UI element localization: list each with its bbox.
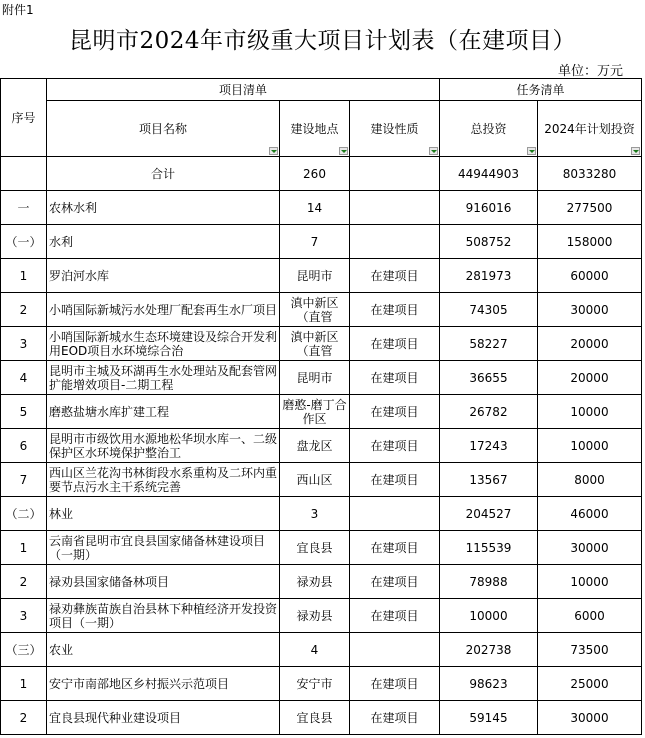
- unit-label: 单位：万元: [557, 64, 623, 79]
- row-project-name: 西山区兰花沟书林街段水系重构及二环内重要节点污水主干系统完善: [47, 463, 280, 497]
- total-nature-cell: [350, 157, 440, 191]
- row-seq: 7: [1, 463, 47, 497]
- row-project-name: 罗泊河水库: [47, 259, 280, 293]
- table-row: [1, 667, 642, 701]
- row-seq: 4: [1, 361, 47, 395]
- row-nature: 在建项目: [350, 293, 440, 327]
- table-row: [1, 259, 642, 293]
- row-nature: 在建项目: [350, 361, 440, 395]
- table-row: [1, 701, 642, 735]
- row-seq: 1: [1, 259, 47, 293]
- table-row: [1, 531, 642, 565]
- category-row: [1, 497, 642, 531]
- header-nature: 建设性质: [370, 121, 419, 136]
- row-location: 7: [280, 225, 350, 259]
- row-plan-investment: 46000: [538, 497, 642, 531]
- row-plan-investment: 73500: [538, 633, 642, 667]
- row-location: 4: [280, 633, 350, 667]
- row-seq: （三）: [1, 633, 47, 667]
- row-plan-investment: 30000: [538, 531, 642, 565]
- header-nature-cell: [350, 101, 440, 157]
- row-nature: [350, 225, 440, 259]
- row-project-name: 磨憨盐塘水库扩建工程: [47, 395, 280, 429]
- row-seq: （一）: [1, 225, 47, 259]
- row-total-investment: 13567: [440, 463, 538, 497]
- row-project-name: 农业: [47, 633, 280, 667]
- row-project-name: 水利: [47, 225, 280, 259]
- row-location: 盘龙区: [280, 429, 350, 463]
- row-total-investment: 98623: [440, 667, 538, 701]
- header-plan: 2024年计划投资: [544, 121, 635, 136]
- header-plan-cell: [538, 101, 642, 157]
- row-total-investment: 202738: [440, 633, 538, 667]
- filter-dropdown-icon[interactable]: [631, 147, 640, 155]
- filter-dropdown-icon[interactable]: [339, 147, 348, 155]
- row-project-name: 禄劝县国家储备林项目: [47, 565, 280, 599]
- row-total-investment: 281973: [440, 259, 538, 293]
- row-location: 3: [280, 497, 350, 531]
- row-plan-investment: 30000: [538, 293, 642, 327]
- row-nature: 在建项目: [350, 701, 440, 735]
- row-plan-investment: 277500: [538, 191, 642, 225]
- row-location: 安宁市: [280, 667, 350, 701]
- row-location: 禄劝县: [280, 599, 350, 633]
- row-project-name: 农林水利: [47, 191, 280, 225]
- header-name: 项目名称: [138, 121, 187, 136]
- row-plan-investment: 8000: [538, 463, 642, 497]
- filter-dropdown-icon[interactable]: [527, 147, 536, 155]
- row-project-name: 云南省昆明市宜良县国家储备林建设项目（一期）: [47, 531, 280, 565]
- category-row: [1, 633, 642, 667]
- row-project-name: 昆明市市级饮用水源地松华坝水库一、二级保护区水环境保护整治工: [47, 429, 280, 463]
- table-row: [1, 565, 642, 599]
- header-task-list: 任务清单: [440, 79, 642, 101]
- total-count: 260: [280, 157, 350, 191]
- row-total-investment: 58227: [440, 327, 538, 361]
- category-row: [1, 225, 642, 259]
- row-seq: （二）: [1, 497, 47, 531]
- row-seq: 2: [1, 565, 47, 599]
- row-location: 磨憨-磨丁合作区: [280, 395, 350, 429]
- row-seq: 1: [1, 667, 47, 701]
- attachment-label: 附件1: [2, 3, 34, 17]
- row-nature: 在建项目: [350, 259, 440, 293]
- row-nature: 在建项目: [350, 667, 440, 701]
- row-project-name: 小哨国际新城污水处理厂配套再生水厂项目: [47, 293, 280, 327]
- row-total-investment: 204527: [440, 497, 538, 531]
- header-project-list: 项目清单: [47, 79, 440, 101]
- filter-dropdown-icon[interactable]: [269, 147, 278, 155]
- header-location: 建设地点: [290, 121, 339, 136]
- row-location: 宜良县: [280, 701, 350, 735]
- row-project-name: 昆明市主城及环湖再生水处理站及配套管网扩能增效项目-二期工程: [47, 361, 280, 395]
- row-seq: 一: [1, 191, 47, 225]
- row-plan-investment: 10000: [538, 395, 642, 429]
- row-plan-investment: 10000: [538, 429, 642, 463]
- filter-dropdown-icon[interactable]: [429, 147, 438, 155]
- table-row: [1, 395, 642, 429]
- row-location: 滇中新区（直管: [280, 327, 350, 361]
- row-total-investment: 508752: [440, 225, 538, 259]
- row-seq: 3: [1, 599, 47, 633]
- row-project-name: 林业: [47, 497, 280, 531]
- row-total-investment: 26782: [440, 395, 538, 429]
- row-total-investment: 74305: [440, 293, 538, 327]
- total-label: 合计: [47, 157, 280, 191]
- row-plan-investment: 10000: [538, 565, 642, 599]
- row-plan-investment: 20000: [538, 361, 642, 395]
- row-plan-investment: 30000: [538, 701, 642, 735]
- total-seq-cell: [1, 157, 47, 191]
- row-total-investment: 916016: [440, 191, 538, 225]
- row-location: 西山区: [280, 463, 350, 497]
- row-location: 禄劝县: [280, 565, 350, 599]
- header-seq: 序号: [11, 110, 36, 125]
- row-project-name: 安宁市南部地区乡村振兴示范项目: [47, 667, 280, 701]
- row-seq: 5: [1, 395, 47, 429]
- row-nature: [350, 497, 440, 531]
- row-location: 14: [280, 191, 350, 225]
- row-nature: 在建项目: [350, 599, 440, 633]
- row-location: 昆明市: [280, 259, 350, 293]
- row-plan-investment: 6000: [538, 599, 642, 633]
- table-row: [1, 327, 642, 361]
- row-seq: 6: [1, 429, 47, 463]
- row-seq: 2: [1, 293, 47, 327]
- row-total-investment: 115539: [440, 531, 538, 565]
- row-total-investment: 10000: [440, 599, 538, 633]
- row-nature: 在建项目: [350, 327, 440, 361]
- row-plan-investment: 60000: [538, 259, 642, 293]
- row-seq: 2: [1, 701, 47, 735]
- row-nature: 在建项目: [350, 565, 440, 599]
- row-nature: [350, 191, 440, 225]
- header-location-cell: [280, 101, 350, 157]
- table-row: [1, 599, 642, 633]
- row-nature: [350, 633, 440, 667]
- row-nature: 在建项目: [350, 531, 440, 565]
- row-location: 滇中新区（直管: [280, 293, 350, 327]
- table-row: [1, 293, 642, 327]
- row-total-investment: 59145: [440, 701, 538, 735]
- table-row: [1, 429, 642, 463]
- row-project-name: 宜良县现代种业建设项目: [47, 701, 280, 735]
- row-project-name: 禄劝彝族苗族自治县林下种植经济开发投资项目（一期）: [47, 599, 280, 633]
- row-nature: 在建项目: [350, 429, 440, 463]
- row-location: 昆明市: [280, 361, 350, 395]
- row-nature: 在建项目: [350, 395, 440, 429]
- table-row: [1, 361, 642, 395]
- row-seq: 1: [1, 531, 47, 565]
- row-total-investment: 36655: [440, 361, 538, 395]
- row-plan-investment: 158000: [538, 225, 642, 259]
- row-location: 宜良县: [280, 531, 350, 565]
- total-row: [1, 157, 642, 191]
- row-plan-investment: 20000: [538, 327, 642, 361]
- row-seq: 3: [1, 327, 47, 361]
- row-nature: 在建项目: [350, 463, 440, 497]
- total-investment: 44944903: [440, 157, 538, 191]
- header-total: 总投资: [470, 121, 507, 136]
- table-row: [1, 463, 642, 497]
- header-name-cell: [47, 101, 280, 157]
- row-total-investment: 78988: [440, 565, 538, 599]
- category-row: [1, 191, 642, 225]
- page-title: 昆明市2024年市级重大项目计划表（在建项目）: [68, 28, 577, 54]
- row-project-name: 小哨国际新城水生态环境建设及综合开发利用EOD项目水环境综合治: [47, 327, 280, 361]
- header-seq-cell: [1, 79, 47, 157]
- project-table: [0, 78, 642, 735]
- header-total-cell: [440, 101, 538, 157]
- total-plan: 8033280: [538, 157, 642, 191]
- row-total-investment: 17243: [440, 429, 538, 463]
- row-plan-investment: 25000: [538, 667, 642, 701]
